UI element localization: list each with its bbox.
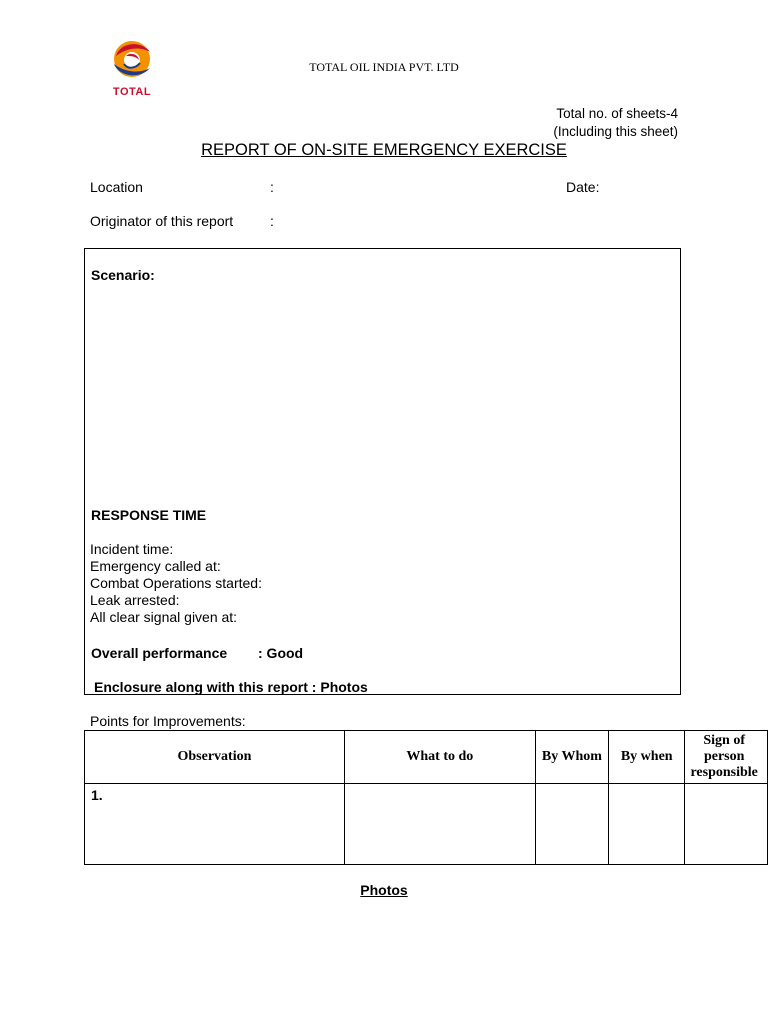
improvements-label: Points for Improvements: (90, 713, 246, 729)
combat-operations-label: Combat Operations started: (90, 575, 262, 591)
col-what-to-do: What to do (344, 731, 535, 784)
all-clear-label: All clear signal given at: (90, 609, 238, 625)
overall-performance-value: : Good (258, 645, 304, 661)
col-by-when: By when (609, 731, 685, 784)
logo-wordmark: TOTAL (112, 86, 152, 98)
col-by-whom: By Whom (535, 731, 608, 784)
enclosure-note: Enclosure along with this report : Photos (94, 679, 368, 695)
report-title: REPORT OF ON-SITE EMERGENCY EXERCISE (201, 141, 567, 159)
sheet-count-line1: Total no. of sheets-4 (556, 106, 678, 121)
location-label: Location (90, 179, 143, 195)
response-time-list (90, 541, 262, 626)
what-to-do-cell (344, 784, 535, 865)
location-colon: : (270, 179, 274, 195)
sheet-count-line2: (Including this sheet) (553, 124, 678, 139)
emergency-called-label: Emergency called at: (90, 558, 221, 574)
originator-label: Originator of this report (90, 213, 234, 229)
originator-colon: : (270, 213, 274, 229)
scenario-box (84, 248, 681, 695)
by-whom-cell (535, 784, 608, 865)
date-label: Date: (566, 179, 600, 195)
company-name: TOTAL OIL INDIA PVT. LTD (309, 60, 459, 74)
photos-heading: Photos (360, 882, 408, 898)
col-observation: Observation (85, 731, 345, 784)
col-sign: Sign of person responsible (685, 731, 768, 784)
sheet-count (553, 105, 678, 141)
scenario-label: Scenario: (91, 267, 155, 283)
leak-arrested-label: Leak arrested: (90, 592, 180, 608)
response-time-heading: RESPONSE TIME (91, 507, 207, 523)
table-row (85, 784, 768, 865)
improvements-table (84, 730, 768, 865)
observation-cell: 1. (85, 784, 345, 865)
sign-cell (685, 784, 768, 865)
incident-time-label: Incident time: (90, 541, 174, 557)
overall-performance-label: Overall performance (91, 645, 228, 661)
by-when-cell (609, 784, 685, 865)
table-header-row (85, 731, 768, 784)
